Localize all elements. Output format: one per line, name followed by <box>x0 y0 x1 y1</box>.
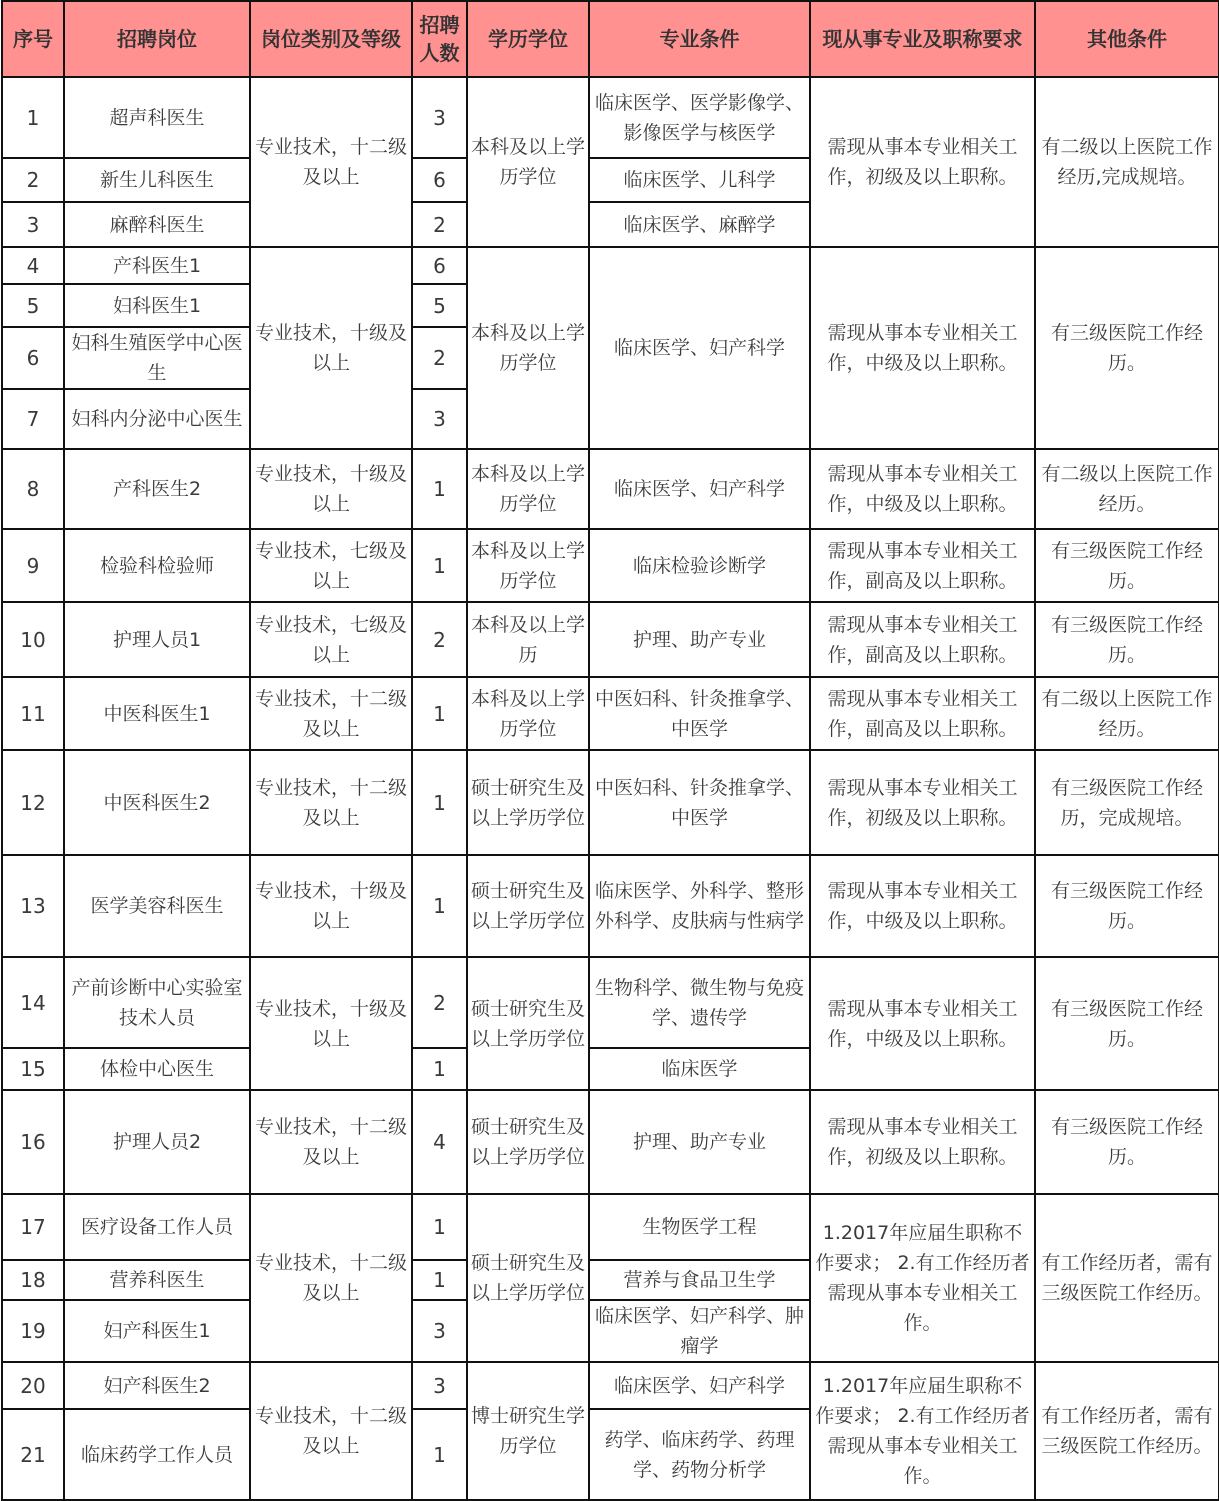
table-row <box>2 529 1219 602</box>
cell-category: 专业技术，十级及以上 <box>250 449 412 529</box>
cell-count: 2 <box>412 327 467 389</box>
cell-count: 1 <box>412 1260 467 1300</box>
cell-other: 有二级以上医院工作经历,完成规培。 <box>1035 77 1219 247</box>
cell-title-req: 需现从事本专业相关工作，中级及以上职称。 <box>810 957 1035 1090</box>
cell-major: 中医妇科、针灸推拿学、中医学 <box>589 750 810 855</box>
cell-seq: 1 <box>2 77 64 158</box>
cell-other: 有三级医院工作经历。 <box>1035 602 1219 677</box>
cell-education: 硕士研究生及以上学历学位 <box>467 957 589 1090</box>
cell-major: 临床医学、儿科学 <box>589 158 810 202</box>
cell-position: 妇产科医生2 <box>64 1362 250 1409</box>
cell-seq: 6 <box>2 327 64 389</box>
cell-count: 5 <box>412 284 467 327</box>
cell-seq: 9 <box>2 529 64 602</box>
header-seq: 序号 <box>2 1 64 77</box>
cell-category: 专业技术，十二级及以上 <box>250 1194 412 1362</box>
cell-education: 本科及以上学历学位 <box>467 247 589 449</box>
cell-other: 有三级医院工作经历。 <box>1035 855 1219 957</box>
cell-position: 产科医生2 <box>64 449 250 529</box>
table-row <box>2 77 1219 158</box>
cell-count: 6 <box>412 247 467 284</box>
cell-position: 护理人员2 <box>64 1090 250 1194</box>
cell-count: 6 <box>412 158 467 202</box>
cell-count: 2 <box>412 602 467 677</box>
cell-seq: 2 <box>2 158 64 202</box>
cell-seq: 4 <box>2 247 64 284</box>
cell-category: 专业技术，七级及以上 <box>250 602 412 677</box>
cell-position: 医学美容科医生 <box>64 855 250 957</box>
cell-seq: 12 <box>2 750 64 855</box>
cell-count: 1 <box>412 1194 467 1260</box>
cell-count: 3 <box>412 1300 467 1362</box>
cell-position: 妇产科医生1 <box>64 1300 250 1362</box>
cell-other: 有三级医院工作经历。 <box>1035 957 1219 1090</box>
table-row <box>2 1090 1219 1194</box>
cell-title-req: 需现从事本专业相关工作，副高及以上职称。 <box>810 677 1035 750</box>
cell-education: 本科及以上学历 <box>467 602 589 677</box>
cell-major: 临床医学、妇产科学 <box>589 1362 810 1409</box>
table-row <box>2 957 1219 1048</box>
cell-count: 1 <box>412 1048 467 1090</box>
cell-seq: 21 <box>2 1409 64 1500</box>
cell-major: 中医妇科、针灸推拿学、中医学 <box>589 677 810 750</box>
cell-position: 检验科检验师 <box>64 529 250 602</box>
cell-title-req: 需现从事本专业相关工作，副高及以上职称。 <box>810 529 1035 602</box>
header-education: 学历学位 <box>467 1 589 77</box>
cell-major: 临床医学、医学影像学、影像医学与核医学 <box>589 77 810 158</box>
cell-title-req: 需现从事本专业相关工作，初级及以上职称。 <box>810 750 1035 855</box>
cell-seq: 16 <box>2 1090 64 1194</box>
cell-education: 硕士研究生及以上学历学位 <box>467 1194 589 1362</box>
cell-category: 专业技术，十二级及以上 <box>250 77 412 247</box>
cell-other: 有三级医院工作经历。 <box>1035 529 1219 602</box>
cell-position: 营养科医生 <box>64 1260 250 1300</box>
cell-major: 营养与食品卫生学 <box>589 1260 810 1300</box>
cell-major: 临床医学、妇产科学、肿瘤学 <box>589 1300 810 1362</box>
table-header-row <box>2 1 1219 77</box>
cell-other: 有三级医院工作经历。 <box>1035 247 1219 449</box>
cell-position: 新生儿科医生 <box>64 158 250 202</box>
cell-seq: 3 <box>2 202 64 247</box>
cell-major: 临床医学、妇产科学 <box>589 247 810 449</box>
cell-major: 护理、助产专业 <box>589 1090 810 1194</box>
cell-count: 1 <box>412 750 467 855</box>
cell-major: 临床医学、妇产科学 <box>589 449 810 529</box>
cell-category: 专业技术，十级及以上 <box>250 247 412 449</box>
cell-other: 有工作经历者，需有三级医院工作经历。 <box>1035 1362 1219 1500</box>
cell-category: 专业技术，十二级及以上 <box>250 1362 412 1500</box>
cell-seq: 8 <box>2 449 64 529</box>
cell-position: 产前诊断中心实验室技术人员 <box>64 957 250 1048</box>
cell-count: 1 <box>412 855 467 957</box>
cell-count: 3 <box>412 1362 467 1409</box>
cell-position: 妇科医生1 <box>64 284 250 327</box>
cell-title-req: 需现从事本专业相关工作，初级及以上职称。 <box>810 1090 1035 1194</box>
header-count: 招聘人数 <box>412 1 467 77</box>
cell-education: 硕士研究生及以上学历学位 <box>467 855 589 957</box>
table-row <box>2 449 1219 529</box>
cell-major: 临床医学、麻醉学 <box>589 202 810 247</box>
cell-category: 专业技术，十二级及以上 <box>250 1090 412 1194</box>
cell-category: 专业技术，七级及以上 <box>250 529 412 602</box>
cell-seq: 19 <box>2 1300 64 1362</box>
recruitment-table <box>1 0 1219 1501</box>
cell-seq: 11 <box>2 677 64 750</box>
cell-title-req: 1.2017年应届生职称不作要求； 2.有工作经历者需现从事本专业相关工作。 <box>810 1194 1035 1362</box>
cell-category: 专业技术，十级及以上 <box>250 855 412 957</box>
cell-major: 生物医学工程 <box>589 1194 810 1260</box>
table-row <box>2 1362 1219 1409</box>
cell-seq: 10 <box>2 602 64 677</box>
cell-position: 妇科生殖医学中心医生 <box>64 327 250 389</box>
cell-title-req: 需现从事本专业相关工作，初级及以上职称。 <box>810 77 1035 247</box>
table-row <box>2 602 1219 677</box>
cell-major: 临床检验诊断学 <box>589 529 810 602</box>
cell-count: 2 <box>412 957 467 1048</box>
cell-position: 妇科内分泌中心医生 <box>64 389 250 449</box>
cell-position: 中医科医生1 <box>64 677 250 750</box>
cell-count: 3 <box>412 77 467 158</box>
cell-title-req: 1.2017年应届生职称不作要求； 2.有工作经历者需现从事本专业相关工作。 <box>810 1362 1035 1500</box>
cell-education: 本科及以上学历学位 <box>467 77 589 247</box>
cell-position: 超声科医生 <box>64 77 250 158</box>
header-other: 其他条件 <box>1035 1 1219 77</box>
cell-seq: 18 <box>2 1260 64 1300</box>
cell-count: 1 <box>412 449 467 529</box>
header-position: 招聘岗位 <box>64 1 250 77</box>
cell-category: 专业技术，十级及以上 <box>250 957 412 1090</box>
cell-title-req: 需现从事本专业相关工作，中级及以上职称。 <box>810 855 1035 957</box>
cell-education: 本科及以上学历学位 <box>467 529 589 602</box>
cell-other: 有二级以上医院工作经历。 <box>1035 449 1219 529</box>
cell-education: 本科及以上学历学位 <box>467 449 589 529</box>
cell-education: 本科及以上学历学位 <box>467 677 589 750</box>
cell-education: 博士研究生学历学位 <box>467 1362 589 1500</box>
cell-title-req: 需现从事本专业相关工作，中级及以上职称。 <box>810 247 1035 449</box>
cell-position: 临床药学工作人员 <box>64 1409 250 1500</box>
cell-major: 临床医学 <box>589 1048 810 1090</box>
cell-major: 药学、临床药学、药理学、药物分析学 <box>589 1409 810 1500</box>
cell-major: 临床医学、外科学、整形外科学、皮肤病与性病学 <box>589 855 810 957</box>
cell-other: 有三级医院工作经历。 <box>1035 1090 1219 1194</box>
cell-education: 硕士研究生及以上学历学位 <box>467 750 589 855</box>
cell-category: 专业技术，十二级及以上 <box>250 677 412 750</box>
cell-position: 医疗设备工作人员 <box>64 1194 250 1260</box>
cell-other: 有二级以上医院工作经历。 <box>1035 677 1219 750</box>
table-row <box>2 677 1219 750</box>
header-category: 岗位类别及等级 <box>250 1 412 77</box>
cell-title-req: 需现从事本专业相关工作，中级及以上职称。 <box>810 449 1035 529</box>
cell-position: 中医科医生2 <box>64 750 250 855</box>
cell-category: 专业技术，十二级及以上 <box>250 750 412 855</box>
table-row <box>2 855 1219 957</box>
cell-count: 4 <box>412 1090 467 1194</box>
cell-seq: 7 <box>2 389 64 449</box>
cell-count: 1 <box>412 677 467 750</box>
header-major: 专业条件 <box>589 1 810 77</box>
cell-seq: 14 <box>2 957 64 1048</box>
cell-seq: 15 <box>2 1048 64 1090</box>
cell-other: 有三级医院工作经历，完成规培。 <box>1035 750 1219 855</box>
table-row <box>2 750 1219 855</box>
cell-position: 护理人员1 <box>64 602 250 677</box>
cell-seq: 5 <box>2 284 64 327</box>
cell-seq: 13 <box>2 855 64 957</box>
cell-seq: 17 <box>2 1194 64 1260</box>
cell-major: 生物科学、微生物与免疫学、遗传学 <box>589 957 810 1048</box>
header-title-req: 现从事专业及职称要求 <box>810 1 1035 77</box>
cell-major: 护理、助产专业 <box>589 602 810 677</box>
cell-count: 1 <box>412 529 467 602</box>
cell-position: 麻醉科医生 <box>64 202 250 247</box>
cell-count: 2 <box>412 202 467 247</box>
table-row <box>2 247 1219 284</box>
cell-title-req: 需现从事本专业相关工作，副高及以上职称。 <box>810 602 1035 677</box>
cell-position: 产科医生1 <box>64 247 250 284</box>
cell-count: 3 <box>412 389 467 449</box>
cell-position: 体检中心医生 <box>64 1048 250 1090</box>
cell-seq: 20 <box>2 1362 64 1409</box>
cell-education: 硕士研究生及以上学历学位 <box>467 1090 589 1194</box>
table-row <box>2 1194 1219 1260</box>
cell-count: 1 <box>412 1409 467 1500</box>
cell-other: 有工作经历者，需有三级医院工作经历。 <box>1035 1194 1219 1362</box>
